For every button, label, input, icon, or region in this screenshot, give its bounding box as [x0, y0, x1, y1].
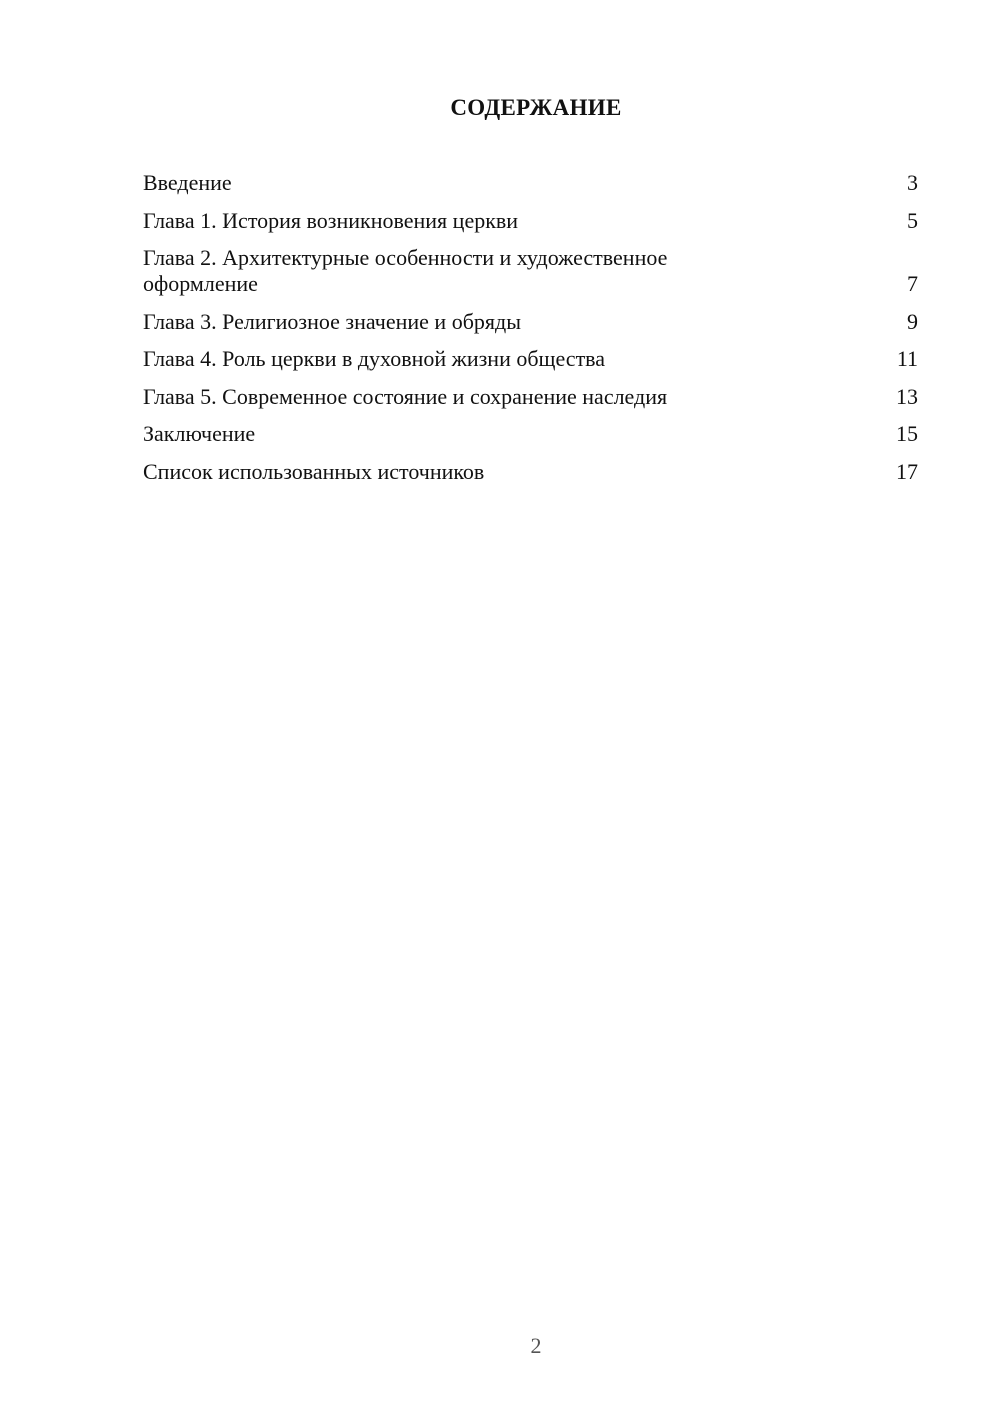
- toc-entry-page: 5: [907, 207, 918, 233]
- toc-entry-text: Список использованных источников: [143, 458, 485, 484]
- toc-entry-conclusion: [143, 421, 918, 447]
- toc-entry-text: Глава 2. Архитектурные особенности и художественное оформление: [143, 245, 668, 296]
- toc-entry-page: 9: [907, 308, 918, 334]
- toc-entry-text: Глава 1. История возникновения церкви: [143, 207, 519, 233]
- toc-entry-text: Глава 4. Роль церкви в духовной жизни общества: [143, 346, 606, 371]
- toc-entry-introduction: [143, 170, 918, 196]
- toc-entry-references: [143, 459, 918, 485]
- toc-entry-text: Глава 5. Современное состояние и сохранение наследия: [143, 383, 668, 409]
- toc-entry-page: 17: [896, 458, 918, 484]
- toc-entry-chapter-5: [143, 384, 918, 410]
- page-number: 2: [530, 1333, 542, 1358]
- toc-entry-chapter-2: [143, 245, 918, 297]
- toc-title: СОДЕРЖАНИЕ: [450, 95, 622, 120]
- table-of-contents: [143, 170, 918, 496]
- toc-entry-page: 3: [907, 170, 918, 195]
- toc-entry-chapter-3: [143, 309, 918, 335]
- toc-entry-page: 15: [896, 421, 918, 446]
- toc-entry-page: 7: [907, 271, 918, 296]
- toc-entry-page: 13: [896, 383, 918, 409]
- toc-entry-text: Заключение: [143, 421, 256, 446]
- toc-entry-page: 11: [896, 346, 918, 371]
- toc-entry-text: Глава 3. Религиозное значение и обряды: [143, 308, 521, 334]
- toc-entry-chapter-4: [143, 346, 918, 372]
- toc-entry-chapter-1: [143, 208, 918, 234]
- toc-entry-text: Введение: [143, 170, 232, 195]
